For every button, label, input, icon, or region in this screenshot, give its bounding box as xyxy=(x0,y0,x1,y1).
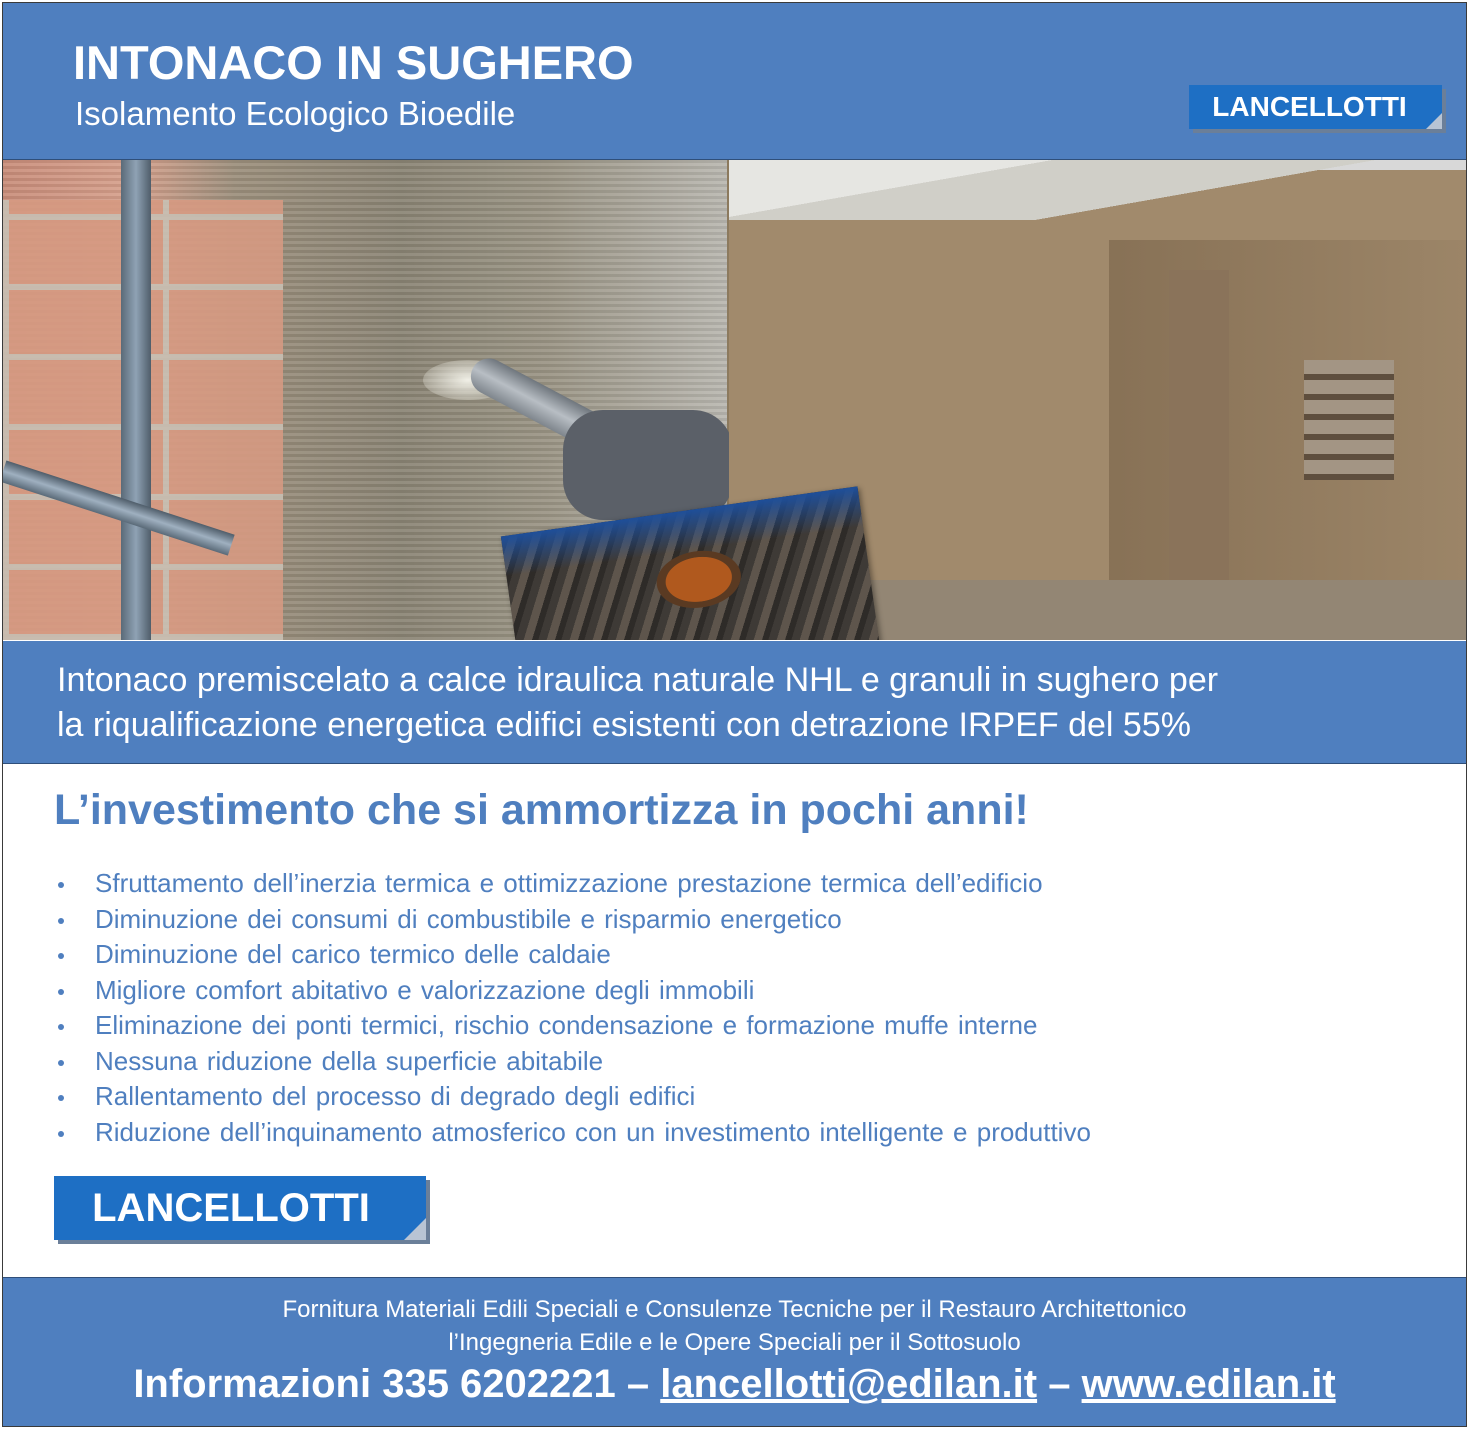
logo-fold-icon xyxy=(1426,113,1442,129)
header-banner xyxy=(3,3,1466,160)
logo-fold-icon xyxy=(404,1218,426,1240)
email-link[interactable]: lancellotti@edilan.it xyxy=(660,1362,1038,1406)
footer-line-2: l’Ingegneria Edile e le Opere Speciali per il Sottosuolo xyxy=(448,1329,1021,1356)
bullet-icon xyxy=(58,1095,64,1101)
photo-collage xyxy=(3,160,1466,640)
bullet-icon xyxy=(58,1024,64,1030)
worker-glove xyxy=(563,410,733,520)
page-title: INTONACO IN SUGHERO xyxy=(73,36,634,89)
list-item: Sfruttamento dell’inerzia termica e ottimizzazione prestazione termica dell’edificio xyxy=(54,866,1091,902)
description-line-1: Intonaco premiscelato a calce idraulica naturale NHL e granuli in sughero per xyxy=(57,661,1219,699)
contact-line xyxy=(3,1362,1466,1407)
contact-phone: Informazioni 335 6202221 – xyxy=(133,1362,661,1406)
bullet-icon xyxy=(58,882,64,888)
list-item: Diminuzione dei consumi di combustibile e risparmio energetico xyxy=(54,902,1091,938)
description-line-2: la riqualificazione energetica edifici esistenti con detrazione IRPEF del 55% xyxy=(57,706,1191,744)
bullet-icon xyxy=(58,918,64,924)
list-item: Migliore comfort abitativo e valorizzazione degli immobili xyxy=(54,973,1091,1009)
description-band xyxy=(3,641,1466,764)
bullet-icon xyxy=(58,989,64,995)
logo-text: LANCELLOTTI xyxy=(92,1186,370,1230)
page-subtitle: Isolamento Ecologico Bioedile xyxy=(75,95,516,132)
list-item: Riduzione dell’inquinamento atmosferico con un investimento intelligente e produttivo xyxy=(54,1115,1091,1151)
list-item: Diminuzione del carico termico delle caldaie xyxy=(54,937,1091,973)
logo-text: LANCELLOTTI xyxy=(1212,91,1407,122)
roof-edge xyxy=(729,160,1466,220)
bullet-icon xyxy=(58,1060,64,1066)
headline: L’investimento che si ammortizza in pochi anni! xyxy=(54,786,1029,834)
list-item: Nessuna riduzione della superficie abitabile xyxy=(54,1044,1091,1080)
list-item: Eliminazione dei ponti termici, rischio condensazione e formazione muffe interne xyxy=(54,1008,1091,1044)
website-link[interactable]: www.edilan.it xyxy=(1081,1362,1336,1406)
list-item: Rallentamento del processo di degrado degli edifici xyxy=(54,1079,1091,1115)
wall-shadow xyxy=(1109,240,1466,580)
contact-separator: – xyxy=(1037,1362,1082,1406)
benefits-list xyxy=(54,866,1091,1150)
vent-grille xyxy=(1304,360,1394,480)
bullet-icon xyxy=(58,953,64,959)
bullet-icon xyxy=(58,1131,64,1137)
footer-line-1: Fornitura Materiali Edili Speciali e Consulenze Tecniche per il Restauro Architettonico xyxy=(282,1296,1187,1323)
scaffold-pole xyxy=(121,160,151,640)
lancellotti-logo-top xyxy=(1189,85,1442,129)
door-opening xyxy=(1169,270,1229,580)
footer-banner xyxy=(3,1277,1466,1426)
lancellotti-logo-bottom xyxy=(54,1176,426,1240)
